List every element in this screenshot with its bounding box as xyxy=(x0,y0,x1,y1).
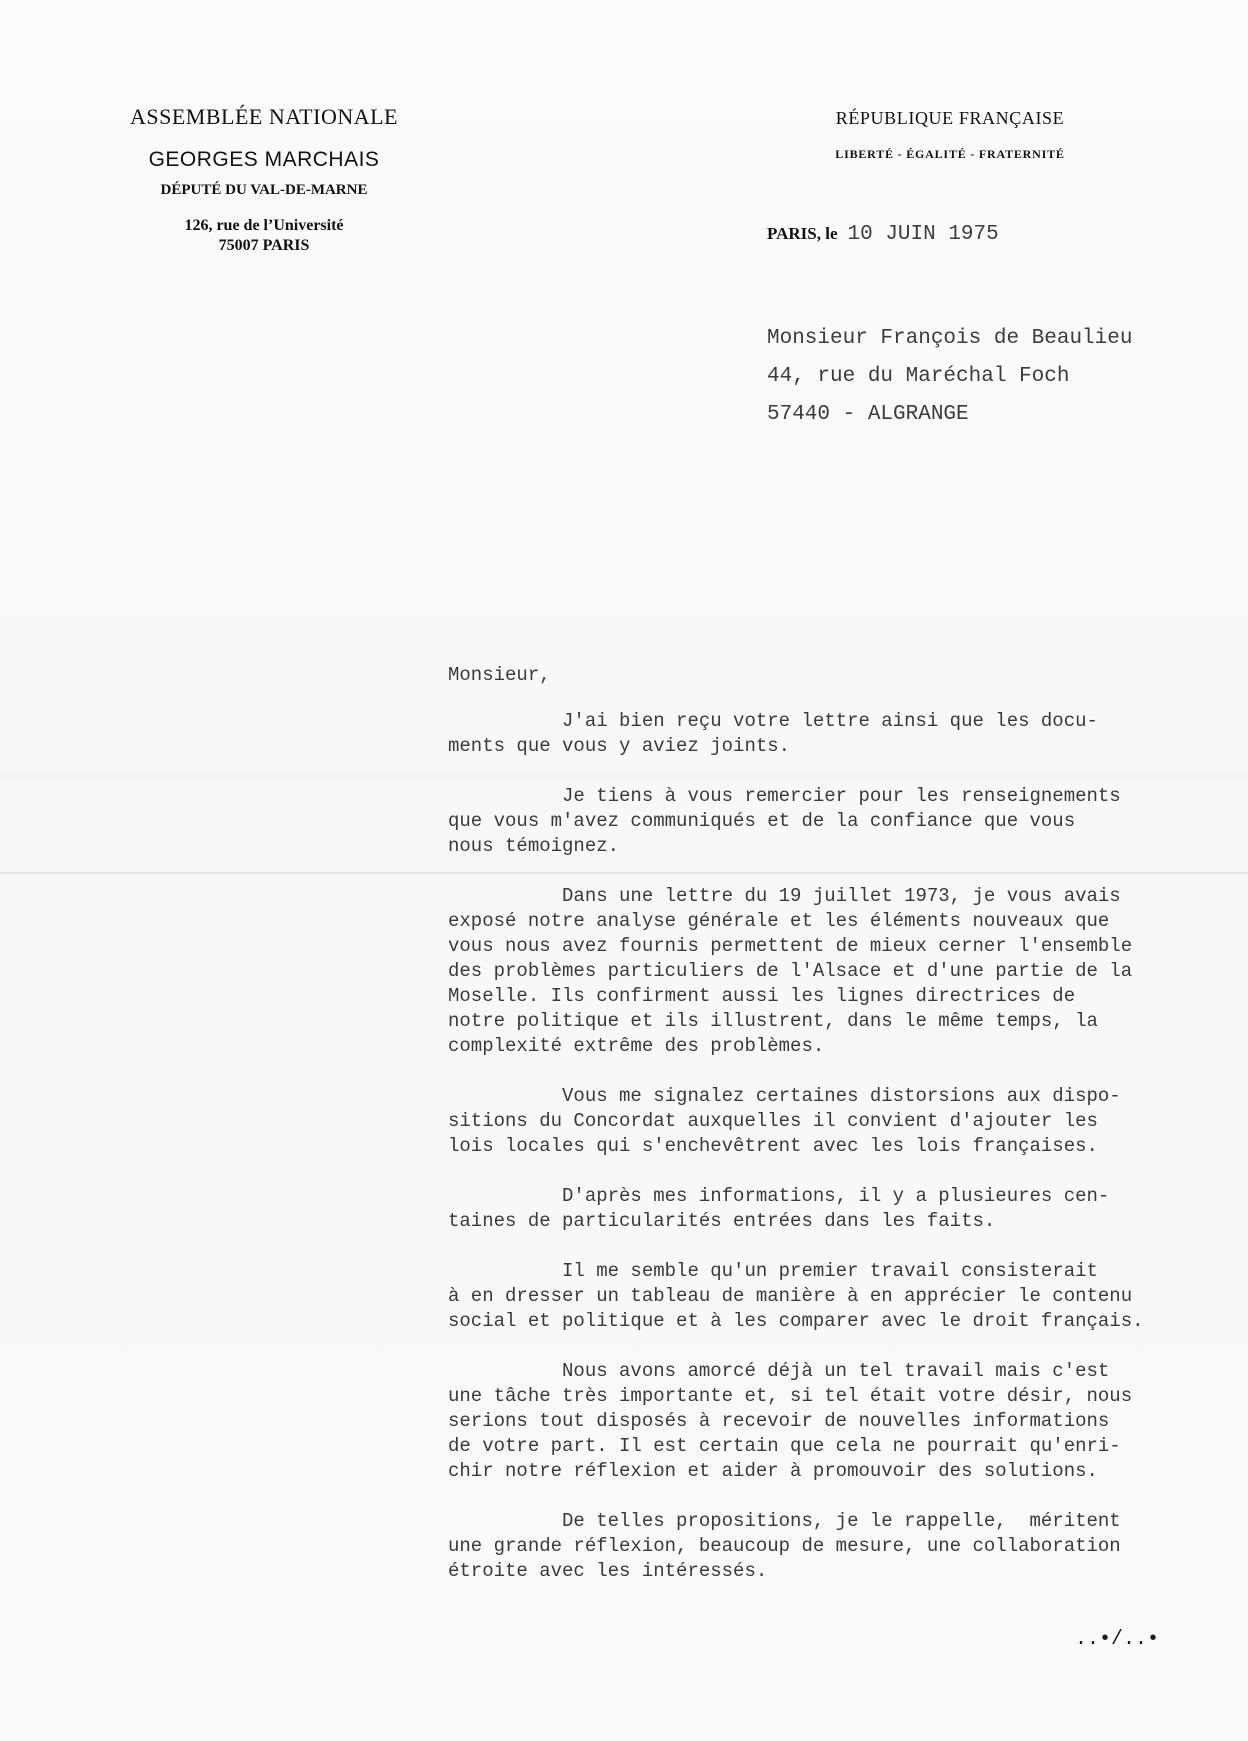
salutation: Monsieur, xyxy=(448,664,551,686)
paragraph-7 xyxy=(448,1359,1168,1484)
paragraph-line: J'ai bien reçu votre lettre ainsi que les docu- xyxy=(448,710,1098,732)
paragraph-line: une tâche très importante et, si tel était votre désir, nous xyxy=(448,1385,1133,1407)
paragraph-2 xyxy=(448,784,1168,859)
sender-address-line-1: 126, rue de l’Université xyxy=(184,217,344,234)
paragraph-line: Dans une lettre du 19 juillet 1973, je vous avais xyxy=(448,885,1121,907)
paragraph-line: Moselle. Ils confirment aussi les lignes directrices de xyxy=(448,985,1076,1007)
paragraph-line: notre politique et ils illustrent, dans le même temps, la xyxy=(448,1010,1098,1032)
continuation-marker: ..•/..• xyxy=(1075,1628,1160,1651)
deputy-name: GEORGES MARCHAIS xyxy=(148,148,380,171)
paragraph-line: Je tiens à vous remercier pour les renseignements xyxy=(448,785,1121,807)
paragraph-line: social et politique et à les comparer avec le droit français. xyxy=(448,1310,1144,1332)
recipient-street: 44, rue du Maréchal Foch xyxy=(767,365,1070,388)
organization-title: ASSEMBLÉE NATIONALE xyxy=(130,104,398,129)
paragraph-line: serions tout disposés à recevoir de nouvelles informations xyxy=(448,1410,1110,1432)
paragraph-line: D'après mes informations, il y a plusieures cen- xyxy=(448,1185,1110,1207)
paragraph-line: chir notre réflexion et aider à promouvoir des solutions. xyxy=(448,1460,1098,1482)
deputy-title: DÉPUTÉ DU VAL-DE-MARNE xyxy=(160,182,368,198)
recipient-address xyxy=(767,320,1132,434)
paragraph-line: une grande réflexion, beaucoup de mesure, une collaboration xyxy=(448,1535,1121,1557)
paragraph-4 xyxy=(448,1084,1168,1159)
paragraph-line: des problèmes particuliers de l'Alsace et d'une partie de la xyxy=(448,960,1133,982)
paragraph-line: nous témoignez. xyxy=(448,835,620,857)
paragraph-line: sitions du Concordat auxquelles il convient d'ajouter les xyxy=(448,1110,1098,1132)
sender-address-line-2: 75007 PARIS xyxy=(218,237,310,254)
recipient-name: Monsieur François de Beaulieu xyxy=(767,327,1133,350)
letterhead-left xyxy=(96,104,432,257)
paragraph-line: Nous avons amorcé déjà un tel travail mais c'est xyxy=(448,1360,1110,1382)
paragraph-line: à en dresser un tableau de manière à en apprécier le contenu xyxy=(448,1285,1133,1307)
republic-motto: LIBERTÉ - ÉGALITÉ - FRATERNITÉ xyxy=(835,147,1065,161)
paragraph-line: Il me semble qu'un premier travail consisterait xyxy=(448,1260,1098,1282)
paragraph-line: complexité extrême des problèmes. xyxy=(448,1035,825,1057)
paragraph-8 xyxy=(448,1509,1168,1584)
letterhead-right xyxy=(806,108,1094,162)
paragraph-line: vous nous avez fournis permettent de mieux cerner l'ensemble xyxy=(448,935,1133,957)
paragraph-line: étroite avec les intéressés. xyxy=(448,1560,768,1582)
paragraph-line: de votre part. Il est certain que cela ne pourrait qu'enri- xyxy=(448,1435,1121,1457)
paragraph-line: que vous m'avez communiqués et de la confiance que vous xyxy=(448,810,1076,832)
paragraph-6 xyxy=(448,1259,1168,1334)
letter-body xyxy=(448,663,1168,1609)
date-prefix: PARIS, le xyxy=(767,224,838,243)
date-value: 10 JUIN 1975 xyxy=(847,223,999,246)
paragraph-3 xyxy=(448,884,1168,1059)
paragraph-line: ments que vous y aviez joints. xyxy=(448,735,791,757)
paragraph-line: exposé notre analyse générale et les éléments nouveaux que xyxy=(448,910,1110,932)
paragraph-1 xyxy=(448,709,1168,759)
paragraph-line: lois locales qui s'enchevêtrent avec les lois françaises. xyxy=(448,1135,1098,1157)
recipient-city: 57440 - ALGRANGE xyxy=(767,403,969,426)
paragraph-line: Vous me signalez certaines distorsions aux dispo- xyxy=(448,1085,1121,1107)
paragraph-line: De telles propositions, je le rappelle, méritent xyxy=(448,1510,1121,1532)
paragraph-5 xyxy=(448,1184,1168,1234)
republic-name: RÉPUBLIQUE FRANÇAISE xyxy=(835,108,1065,128)
date-line xyxy=(767,223,999,246)
paragraph-line: taines de particularités entrées dans les faits. xyxy=(448,1210,996,1232)
